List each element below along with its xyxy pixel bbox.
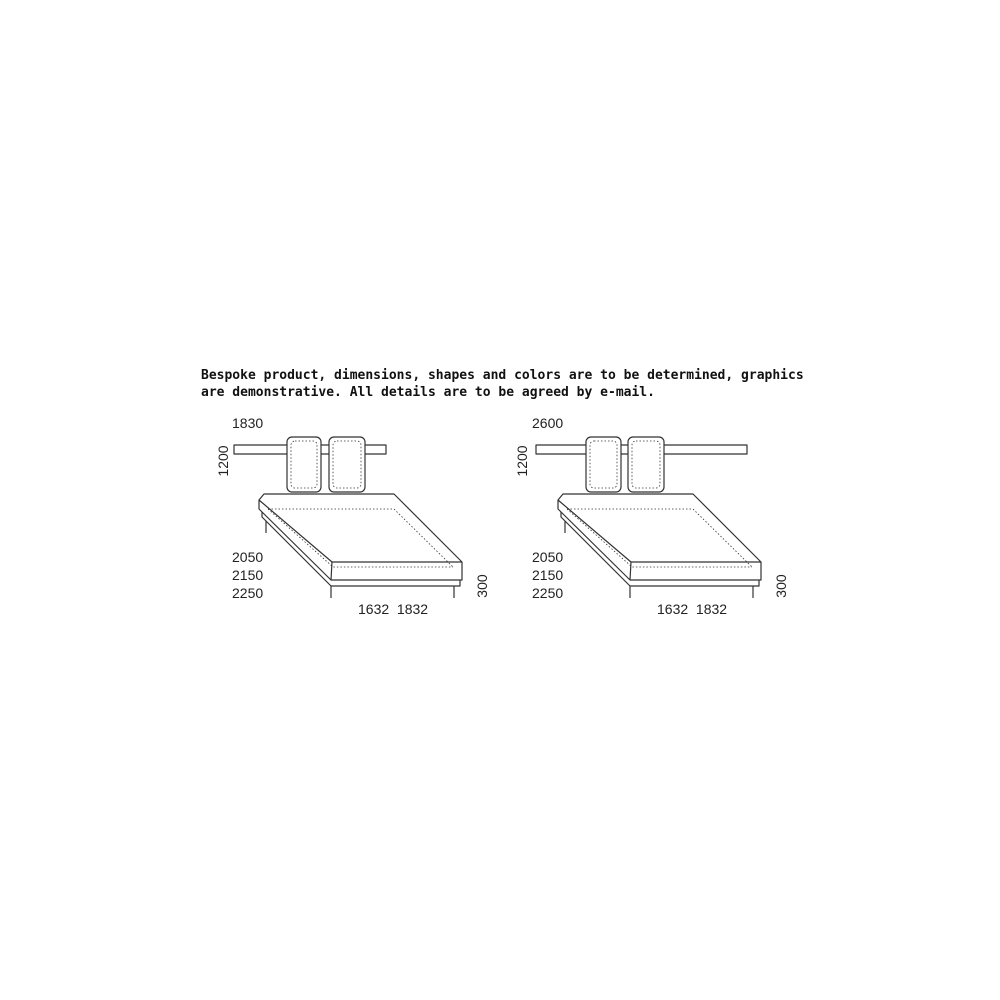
left-length-2: 2150	[232, 567, 264, 583]
left-bed-drawing	[234, 437, 462, 598]
left-mattress-edge	[331, 562, 332, 580]
right-length-1: 2050	[532, 549, 564, 565]
left-pillow-1	[287, 437, 321, 492]
right-length-2: 2150	[532, 567, 564, 583]
right-mattress-edge	[630, 562, 631, 580]
right-bed-height-label: 300	[773, 574, 789, 598]
right-pillow-2	[628, 437, 664, 492]
left-length-3: 2250	[232, 585, 264, 601]
left-pillow-2	[329, 437, 365, 492]
disclaimer-line-2: are demonstrative. All details are to be agreed by e-mail.	[201, 385, 655, 400]
right-length-3: 2250	[532, 585, 564, 601]
left-bed-widths: 1632 1832	[358, 601, 429, 617]
disclaimer-line-1: Bespoke product, dimensions, shapes and colors are to be determined, graphics	[201, 368, 804, 383]
left-length-1: 2050	[232, 549, 264, 565]
right-pillow-1	[586, 437, 621, 492]
left-bed-height-label: 300	[474, 574, 490, 598]
left-headboard-width-label: 1830	[232, 415, 264, 431]
left-bed-lengths	[232, 548, 263, 602]
left-headboard-height-label: 1200	[215, 445, 231, 477]
right-headboard-height-label: 1200	[514, 445, 530, 477]
right-bed-drawing	[536, 437, 761, 598]
right-headboard-width-label: 2600	[532, 415, 564, 431]
right-bed-widths: 1632 1832	[657, 601, 728, 617]
right-bed-lengths	[532, 548, 563, 602]
